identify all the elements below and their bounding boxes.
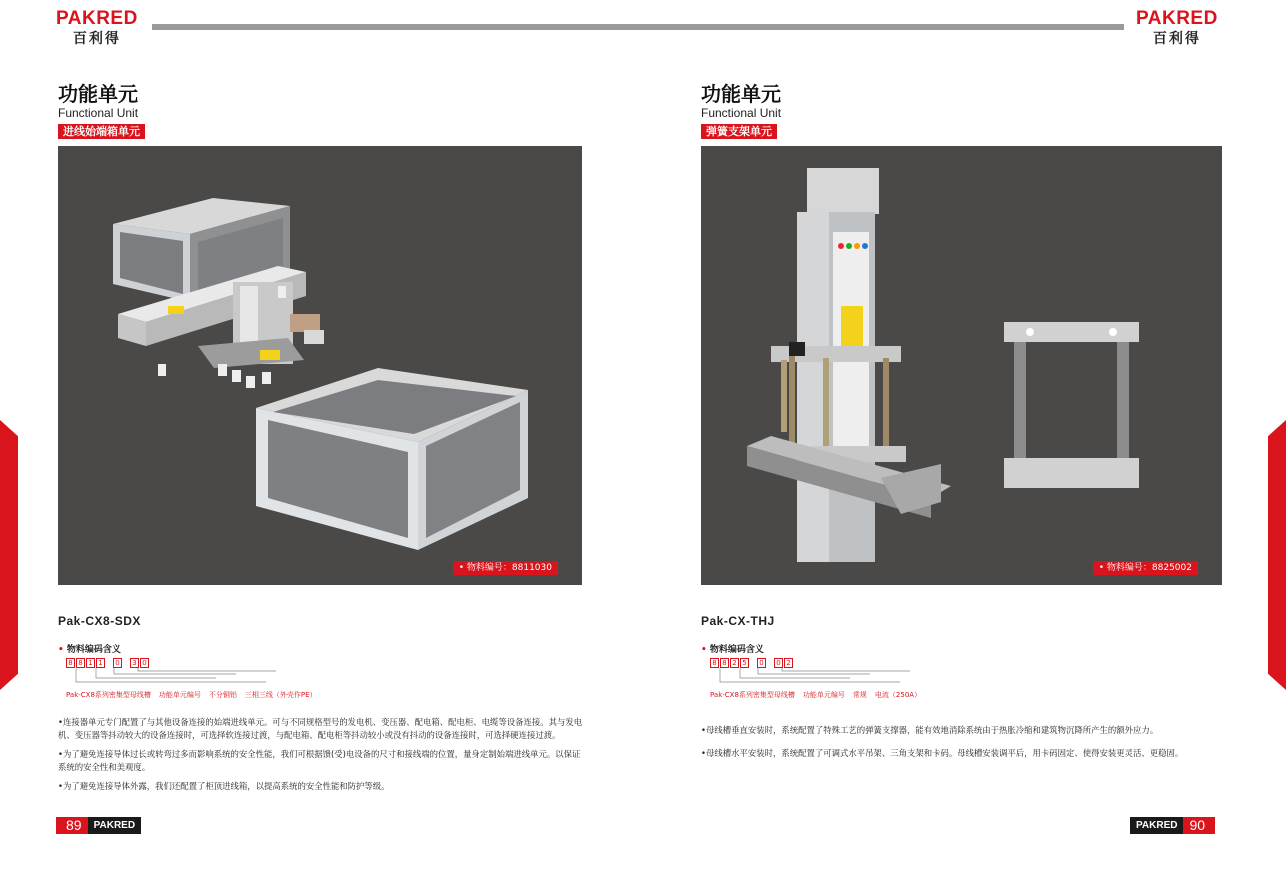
bullet-paragraph: •为了避免连接导体过长或转弯过多而影响系统的安全性能，我们可根据馈(受)电设备的尺寸和接线端的位置，量身定制始端进线单元。以保证系统的安全性和美观度。	[58, 749, 581, 772]
code-connector-lines	[66, 668, 326, 690]
brand-logo-left	[56, 8, 138, 48]
code-meaning-title-text: 物料编码含义	[66, 645, 121, 655]
bullet-paragraph: •连接器单元专门配置了与其他设备连接的始端进线单元。可与不同规格型号的发电机、变压器、配电箱、配电柜、电缆等设备连接。其与发电机、变压器等抖动较大的设备连接时，可选择软连接过渡，与配电箱、配电柜等抖动较小或没有抖动的设备连接时，可选择硬连接过渡。	[58, 717, 583, 740]
brand-logo-right	[1136, 8, 1218, 48]
code-legend-item: 常规	[852, 691, 867, 699]
bullet-paragraph: •母线槽垂直安装时，系统配置了特殊工艺的弹簧支撑器，能有效地消除系统由于热胀冷缩和建筑物沉降所产生的额外应力。	[701, 725, 1159, 735]
page-title: 功能单元	[701, 82, 781, 106]
code-digit-boxes	[710, 658, 794, 668]
bullet-paragraph: •为了避免连接导体外露，我们还配置了柜顶进线箱，以提高系统的安全性能和防护等级。	[58, 781, 390, 791]
code-meaning-title-text: 物料编码含义	[709, 645, 764, 655]
brand-cn-name: 百利得	[72, 31, 121, 47]
code-legend	[710, 690, 929, 700]
code-legend-item: 不分铜铝	[208, 691, 237, 699]
product-photo-incoming-box	[58, 146, 582, 585]
model-number: Pak-CX-THJ	[701, 614, 775, 628]
section-tag: 弹簧支架单元	[701, 124, 777, 139]
page-number: 90	[1183, 817, 1215, 834]
code-digit: 0	[757, 658, 766, 668]
code-digit: 2	[784, 658, 793, 668]
code-digit: 8	[710, 658, 719, 668]
header-divider-left	[152, 24, 808, 30]
page-number-right	[1130, 817, 1215, 834]
page-number: 89	[56, 817, 88, 834]
brand-name: PAKRED	[1136, 8, 1218, 29]
section-tag: 进线始端箱单元	[58, 124, 145, 139]
code-digit: 8	[66, 658, 75, 668]
code-connector-lines	[710, 668, 970, 690]
code-digit: 8	[720, 658, 729, 668]
side-tab-right	[1268, 420, 1286, 690]
footer-brand: PAKRED	[88, 817, 141, 834]
description-bullets	[58, 716, 588, 799]
brand-cn-name: 百利得	[1152, 31, 1201, 47]
code-legend-item: 功能单元编号	[158, 691, 201, 699]
code-legend-item: 电流（250A）	[874, 691, 922, 699]
code-digit: 0	[113, 658, 122, 668]
code-legend-item: Pak-CX8系列密集型母线槽	[710, 691, 795, 699]
material-number-label: • 物料编号：8811030	[453, 561, 558, 575]
description-bullets	[701, 724, 1231, 770]
code-digit: 8	[76, 658, 85, 668]
side-tab-left	[0, 420, 18, 690]
code-meaning-title: • 物料编码含义	[58, 645, 121, 655]
material-number-label: • 物料编号：8825002	[1093, 561, 1198, 575]
code-legend-item: 三相三线（外壳作PE）	[244, 691, 317, 699]
header-divider-right	[808, 24, 1124, 30]
code-legend-item: 功能单元编号	[802, 691, 845, 699]
code-digit: 5	[740, 658, 749, 668]
code-digit: 3	[130, 658, 139, 668]
page-subtitle: Functional Unit	[58, 106, 139, 120]
spring-bracket-illustration	[701, 146, 1222, 585]
code-meaning-title: • 物料编码含义	[701, 645, 764, 655]
code-digit: 1	[86, 658, 95, 668]
code-digit: 0	[140, 658, 149, 668]
brand-name: PAKRED	[56, 8, 138, 29]
code-digit: 2	[730, 658, 739, 668]
code-legend-item: Pak-CX8系列密集型母线槽	[66, 691, 151, 699]
code-digit-boxes	[66, 658, 150, 668]
bullet-paragraph: •母线槽水平安装时，系统配置了可调式水平吊架、三角支架和卡码。母线槽安装调平后，用卡码固定、使得安装更灵活、更稳固。	[701, 748, 1184, 758]
page-title: 功能单元	[58, 82, 138, 106]
product-photo-spring-bracket	[701, 146, 1222, 585]
code-digit: 0	[774, 658, 783, 668]
page-subtitle: Functional Unit	[701, 106, 782, 120]
model-number: Pak-CX8-SDX	[58, 614, 141, 628]
footer-brand: PAKRED	[1130, 817, 1183, 834]
code-legend	[66, 690, 325, 700]
incoming-box-illustration	[58, 146, 582, 585]
code-digit: 1	[96, 658, 105, 668]
page-number-left	[56, 817, 141, 834]
